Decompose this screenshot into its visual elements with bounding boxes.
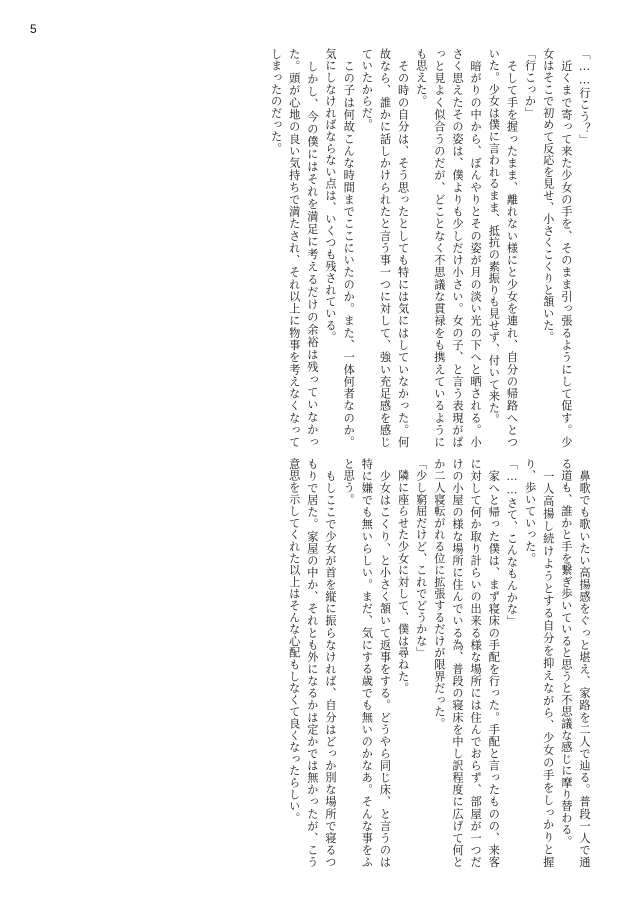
page-number: 5 — [30, 22, 37, 36]
paragraph: 隣に座らせた少女に対して、僕は尋ねた。 — [396, 458, 410, 694]
text-block-lower — [183, 458, 593, 868]
paragraph: 「……行こう？」 — [578, 48, 591, 146]
paragraph: 「……さて、こんなもんかな」 — [505, 458, 519, 627]
paragraph: 「少し窮屈だけど、これでどうかな」 — [414, 458, 428, 659]
paragraph: そして手を握ったまま、離れない様にと少女を連れ、自分の帰路へとついた。少女は僕に言われるまま、抵抗の素振りも見せず、付いて来た。 — [487, 48, 519, 448]
paragraph: 「行こっか」 — [523, 48, 537, 119]
paragraph: しかし、今の僕にはそれを満足に考えるだけの余裕は残っていなかった。頭が心地の良い気持ちで満たされ、それ以上に物事を考えなくなってしまったのだった。 — [269, 48, 319, 448]
paragraph: 近くまで寄って来た少女の手を、そのまま引っ張るようにして促す。少女はそこで初めて反応を見せ、小さくこくりと頷いた。 — [541, 48, 573, 448]
paragraph: 少女はこくり、と小さく頷いて返事をする。どうやら同じ床、と言うのは特に嫌でも無いらしい。まだ、気にする歳でも無いのかなあ。そんな事をふと思う。 — [342, 458, 392, 868]
paragraph: 家へと帰った僕は、まず寝床の手配を行った。手配と言ったものの、来客に対して何か取り計らいの出来る様な場所には住んでおらず、部屋が一つだけの小屋の様な場所に住んでいる為、普段の寝床を中し訳程度に広げて何とか二人寝転がれる位に拡張するだけが限界だった。 — [432, 458, 501, 868]
paragraph: 一人高揚し続けようとする自分を抑えながら、少女の手をしっかりと握り、歩いていった。 — [523, 458, 555, 868]
paragraph: この子は何故こんな時間までここにいたのか。また、一体何者なのか。気にしなければならない点は、いくつも残されている。 — [324, 48, 356, 448]
paragraph: その時の自分は、そう思ったとしても特には気にはしていなかった。何故なら、誰かに話しかけられたと言う事一つに対して、強い充足感を感じていたからだ。 — [360, 48, 410, 448]
paragraph: もしここで少女が首を縦に振らなければ、自分はどっか別な場所で寝るつもりで居た。家屋の中か、それとも外になるかは定かでは無かったが、こう意思を示してくれた以上はそんな心配もしなくて良くなったらしい。 — [287, 458, 338, 868]
text-block-upper — [113, 48, 593, 448]
paragraph: 鼻歌でも歌いたい高揚感をぐっと堪え、家路を二人で辿る。普段一人で通る道も、誰かと手を繋ぎ歩いていると思うと不思議な感じに摩り替わる。 — [559, 458, 591, 868]
paragraph: 暗がりの中から、ぼんやりとその姿が月の淡い光の下へと晒される。小さく思えたその姿は、僕よりも少しだけ小さい。女の子、と言う表現がぱっと見よく似合うのだが、どことなく不思議な貫禄をも携えているようにも思えた。 — [414, 48, 483, 448]
